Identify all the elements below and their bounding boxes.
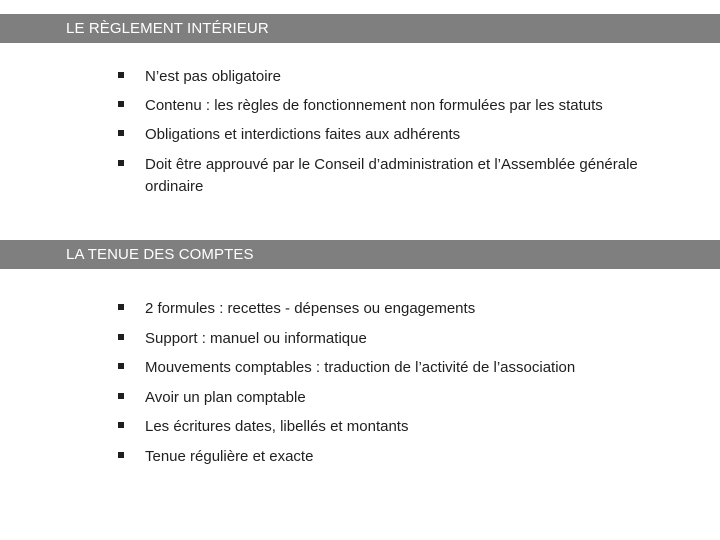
section-header-reglement-interieur: [0, 14, 720, 43]
section-header-tenue-des-comptes: [0, 240, 720, 269]
bullet-text: Tenue régulière et exacte: [145, 448, 314, 465]
square-bullet-icon: [118, 334, 124, 340]
square-bullet-icon: [118, 130, 124, 136]
bullet-text: Mouvements comptables : traduction de l’activité de l’association: [145, 359, 576, 376]
square-bullet-icon: [118, 101, 124, 107]
square-bullet-icon: [118, 393, 124, 399]
bullet-text: Avoir un plan comptable: [145, 389, 306, 406]
square-bullet-icon: [118, 452, 124, 458]
bullet-text: Les écritures dates, libellés et montants: [145, 418, 409, 435]
square-bullet-icon: [118, 304, 124, 310]
bullet-text: Doit être approuvé par le Conseil d’administration et l’Assemblée générale ordinaire: [145, 156, 638, 195]
bullet-text: Support : manuel ou informatique: [145, 330, 367, 347]
bullet-text: Contenu : les règles de fonctionnement non formulées par les statuts: [145, 97, 603, 114]
square-bullet-icon: [118, 160, 124, 166]
section-title: LE RÈGLEMENT INTÉRIEUR: [66, 20, 269, 37]
square-bullet-icon: [118, 363, 124, 369]
square-bullet-icon: [118, 72, 124, 78]
bullet-text: 2 formules : recettes - dépenses ou engagements: [145, 300, 476, 317]
bullet-text: Obligations et interdictions faites aux adhérents: [145, 126, 461, 143]
bullet-text: N’est pas obligatoire: [145, 68, 281, 85]
section-title: LA TENUE DES COMPTES: [66, 246, 254, 263]
square-bullet-icon: [118, 422, 124, 428]
